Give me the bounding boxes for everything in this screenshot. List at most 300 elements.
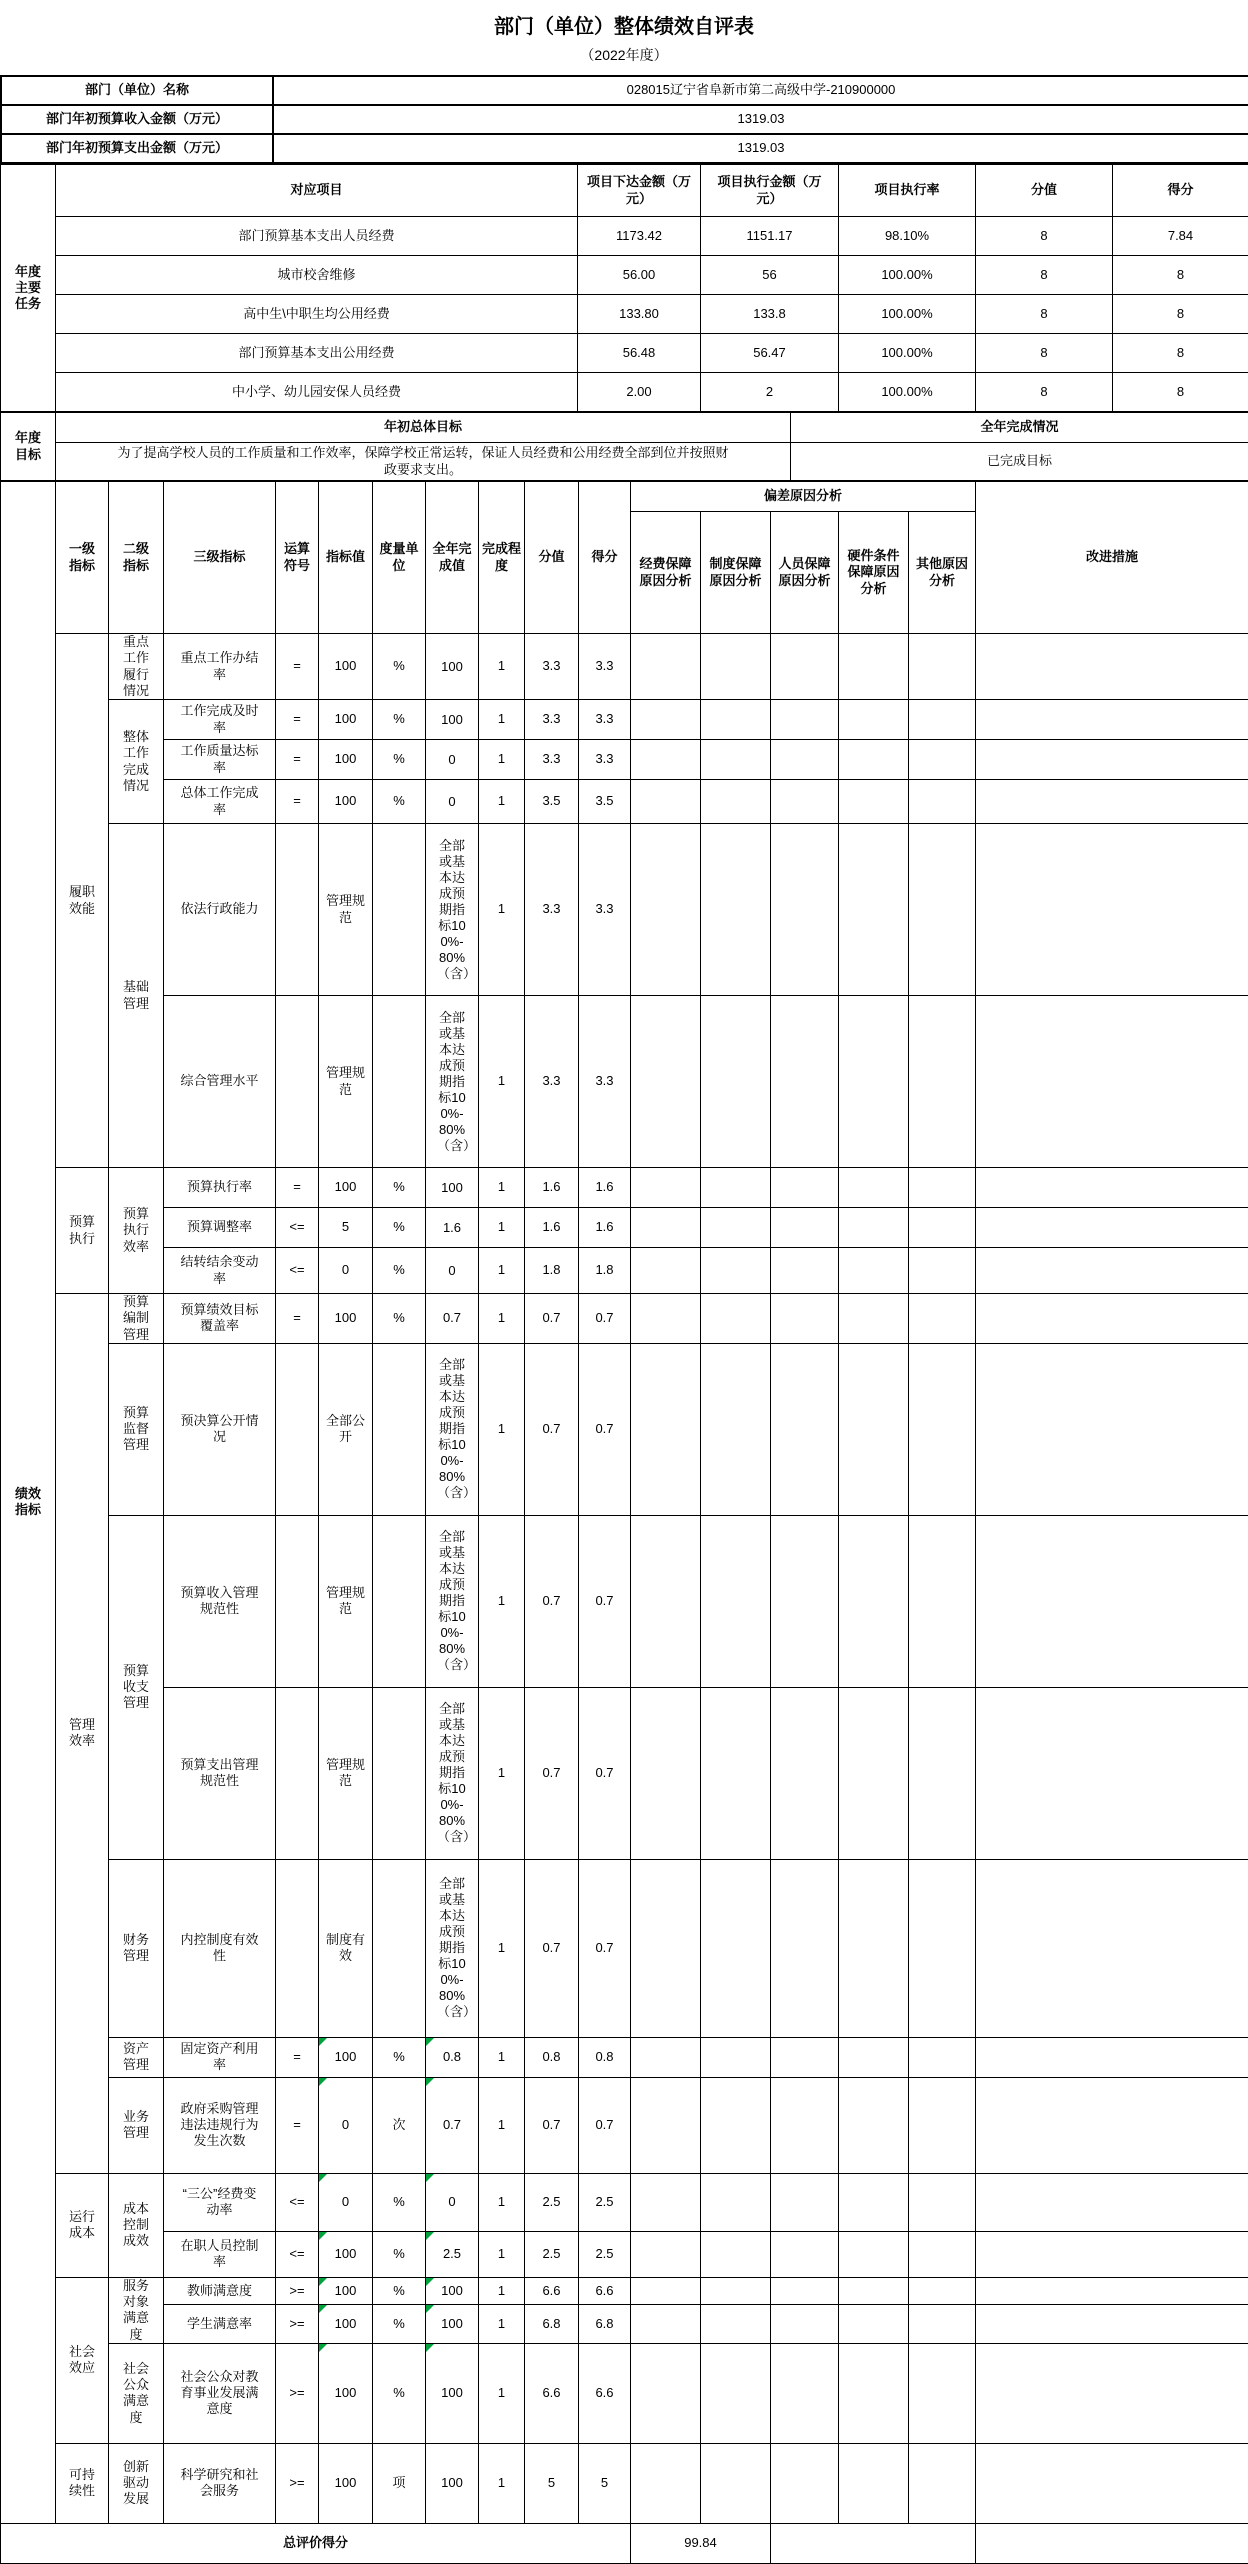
target-cell-flagged: 0 bbox=[319, 2173, 373, 2231]
weight-cell: 0.7 bbox=[525, 1859, 579, 2037]
dev-system-cell bbox=[701, 634, 771, 700]
total-score-empty-cell bbox=[771, 2523, 976, 2563]
improve-cell bbox=[976, 1168, 1248, 1208]
dev-other-cell bbox=[909, 1208, 976, 1248]
ind-header-dev-system: 制度保障原因分析 bbox=[701, 512, 771, 634]
dev-funds-cell bbox=[631, 824, 701, 996]
unit-cell bbox=[373, 1515, 426, 1687]
ind-header-dev-hardware: 硬件条件保障原因分析 bbox=[839, 512, 909, 634]
weight-cell: 3.3 bbox=[525, 824, 579, 996]
degree-cell: 1 bbox=[479, 996, 525, 1168]
dev-system-cell bbox=[701, 1515, 771, 1687]
score-cell: 0.7 bbox=[579, 2077, 631, 2173]
unit-cell: % bbox=[373, 634, 426, 700]
section-label-annual-tasks: 年度主要任务 bbox=[1, 165, 56, 412]
dev-staff-cell bbox=[771, 2173, 839, 2231]
task-score: 8 bbox=[1113, 334, 1248, 373]
total-score-label: 总评价得分 bbox=[1, 2523, 631, 2563]
info-label: 部门年初预算收入金额（万元） bbox=[1, 105, 273, 134]
indicator-row bbox=[1, 780, 1248, 824]
weight-cell: 6.8 bbox=[525, 2304, 579, 2343]
dev-hardware-cell bbox=[839, 1687, 909, 1859]
dev-staff-cell bbox=[771, 1294, 839, 1344]
dev-other-cell bbox=[909, 2443, 976, 2523]
target-cell: 100 bbox=[319, 634, 373, 700]
dev-staff-cell bbox=[771, 780, 839, 824]
ind-header-weight: 分值 bbox=[525, 482, 579, 634]
dev-staff-cell bbox=[771, 2231, 839, 2277]
page-title: 部门（单位）整体绩效自评表 bbox=[0, 0, 1248, 39]
l2-cell: 财务管理 bbox=[109, 1859, 164, 2037]
dev-funds-cell bbox=[631, 1515, 701, 1687]
l3-cell: 综合管理水平 bbox=[164, 996, 276, 1168]
tasks-header-score: 得分 bbox=[1113, 165, 1248, 217]
degree-cell: 1 bbox=[479, 780, 525, 824]
indicator-row bbox=[1, 996, 1248, 1168]
dev-system-cell bbox=[701, 1208, 771, 1248]
task-rate: 100.00% bbox=[839, 373, 976, 412]
improve-cell bbox=[976, 780, 1248, 824]
dev-hardware-cell bbox=[839, 2443, 909, 2523]
completion-cell: 0 bbox=[426, 740, 479, 780]
completion-cell: 100 bbox=[426, 700, 479, 740]
improve-cell bbox=[976, 824, 1248, 996]
tasks-header-executed: 项目执行金额（万元） bbox=[701, 165, 839, 217]
l1-cell: 管理效率 bbox=[56, 1294, 109, 2174]
op-cell: = bbox=[276, 2037, 319, 2077]
completion-cell: 0 bbox=[426, 780, 479, 824]
improve-cell bbox=[976, 634, 1248, 700]
dev-system-cell bbox=[701, 1687, 771, 1859]
target-cell: 管理规范 bbox=[319, 996, 373, 1168]
page-subtitle: （2022年度） bbox=[0, 39, 1248, 75]
target-cell: 5 bbox=[319, 1208, 373, 1248]
target-cell: 100 bbox=[319, 1168, 373, 1208]
op-cell bbox=[276, 1515, 319, 1687]
weight-cell: 0.7 bbox=[525, 1515, 579, 1687]
target-cell: 100 bbox=[319, 1294, 373, 1344]
degree-cell: 1 bbox=[479, 2077, 525, 2173]
improve-cell bbox=[976, 2343, 1248, 2443]
op-cell: >= bbox=[276, 2304, 319, 2343]
unit-cell: % bbox=[373, 1294, 426, 1344]
indicator-row bbox=[1, 1859, 1248, 2037]
indicator-row bbox=[1, 1515, 1248, 1687]
dev-other-cell bbox=[909, 2304, 976, 2343]
score-cell: 0.7 bbox=[579, 1687, 631, 1859]
dev-other-cell bbox=[909, 2077, 976, 2173]
dev-staff-cell bbox=[771, 2077, 839, 2173]
indicator-row bbox=[1, 2037, 1248, 2077]
indicator-row bbox=[1, 740, 1248, 780]
weight-cell: 3.3 bbox=[525, 700, 579, 740]
score-cell: 3.3 bbox=[579, 634, 631, 700]
dev-hardware-cell bbox=[839, 2077, 909, 2173]
dev-staff-cell bbox=[771, 824, 839, 996]
target-cell-flagged: 100 bbox=[319, 2304, 373, 2343]
dev-funds-cell bbox=[631, 2231, 701, 2277]
l1-cell: 社会效应 bbox=[56, 2277, 109, 2443]
degree-cell: 1 bbox=[479, 1687, 525, 1859]
dev-system-cell bbox=[701, 1248, 771, 1294]
l3-cell: “三公”经费变动率 bbox=[164, 2173, 276, 2231]
op-cell bbox=[276, 1343, 319, 1515]
completion-cell-flagged: 100 bbox=[426, 2277, 479, 2304]
weight-cell: 6.6 bbox=[525, 2343, 579, 2443]
target-cell: 管理规范 bbox=[319, 824, 373, 996]
ind-header-l1: 一级指标 bbox=[56, 482, 109, 634]
budget-expense-value: 1319.03 bbox=[273, 134, 1248, 163]
l3-cell: 预算支出管理规范性 bbox=[164, 1687, 276, 1859]
dev-system-cell bbox=[701, 996, 771, 1168]
degree-cell: 1 bbox=[479, 1343, 525, 1515]
weight-cell: 0.7 bbox=[525, 1294, 579, 1344]
degree-cell: 1 bbox=[479, 2173, 525, 2231]
degree-cell: 1 bbox=[479, 1248, 525, 1294]
target-cell: 管理规范 bbox=[319, 1515, 373, 1687]
l3-cell: 内控制度有效性 bbox=[164, 1859, 276, 2037]
score-cell: 5 bbox=[579, 2443, 631, 2523]
ind-header-dev-other: 其他原因分析 bbox=[909, 512, 976, 634]
unit-cell bbox=[373, 1687, 426, 1859]
task-executed: 2 bbox=[701, 373, 839, 412]
weight-cell: 0.7 bbox=[525, 1687, 579, 1859]
completion-cell: 0 bbox=[426, 1248, 479, 1294]
improve-cell bbox=[976, 2443, 1248, 2523]
dev-system-cell bbox=[701, 2443, 771, 2523]
l3-cell: 在职人员控制率 bbox=[164, 2231, 276, 2277]
unit-cell: % bbox=[373, 2343, 426, 2443]
improve-cell bbox=[976, 1248, 1248, 1294]
completion-cell: 全部或基本达成预期指标100%-80%（含） bbox=[426, 1343, 479, 1515]
dev-other-cell bbox=[909, 634, 976, 700]
dev-staff-cell bbox=[771, 1687, 839, 1859]
score-cell: 3.5 bbox=[579, 780, 631, 824]
weight-cell: 2.5 bbox=[525, 2173, 579, 2231]
unit-cell: % bbox=[373, 1208, 426, 1248]
dev-other-cell bbox=[909, 2343, 976, 2443]
l3-cell: 科学研究和社会服务 bbox=[164, 2443, 276, 2523]
task-rate: 100.00% bbox=[839, 334, 976, 373]
task-row bbox=[1, 373, 1248, 412]
indicator-row bbox=[1, 2443, 1248, 2523]
dev-funds-cell bbox=[631, 2443, 701, 2523]
dev-system-cell bbox=[701, 2173, 771, 2231]
unit-cell bbox=[373, 1343, 426, 1515]
score-cell: 3.3 bbox=[579, 824, 631, 996]
weight-cell: 1.8 bbox=[525, 1248, 579, 1294]
department-name-value: 028015辽宁省阜新市第二高级中学-210900000 bbox=[273, 76, 1248, 105]
weight-cell: 0.7 bbox=[525, 1343, 579, 1515]
dev-other-cell bbox=[909, 1343, 976, 1515]
degree-cell: 1 bbox=[479, 740, 525, 780]
indicator-row bbox=[1, 1248, 1248, 1294]
dev-hardware-cell bbox=[839, 1859, 909, 2037]
indicator-row bbox=[1, 634, 1248, 700]
weight-cell: 1.6 bbox=[525, 1168, 579, 1208]
target-cell: 0 bbox=[319, 1248, 373, 1294]
improve-cell bbox=[976, 2173, 1248, 2231]
indicator-row bbox=[1, 1343, 1248, 1515]
indicator-row bbox=[1, 2173, 1248, 2231]
unit-cell: % bbox=[373, 780, 426, 824]
dev-hardware-cell bbox=[839, 2231, 909, 2277]
unit-cell: % bbox=[373, 2304, 426, 2343]
target-cell-flagged: 100 bbox=[319, 2277, 373, 2304]
score-cell: 1.8 bbox=[579, 1248, 631, 1294]
improve-cell bbox=[976, 2277, 1248, 2304]
weight-cell: 0.7 bbox=[525, 2077, 579, 2173]
dev-other-cell bbox=[909, 740, 976, 780]
dev-staff-cell bbox=[771, 2443, 839, 2523]
task-granted: 133.80 bbox=[578, 295, 701, 334]
l3-cell: 预算调整率 bbox=[164, 1208, 276, 1248]
dev-hardware-cell bbox=[839, 2173, 909, 2231]
completion-cell-flagged: 0 bbox=[426, 2173, 479, 2231]
dev-other-cell bbox=[909, 2037, 976, 2077]
dev-system-cell bbox=[701, 2304, 771, 2343]
dev-funds-cell bbox=[631, 2304, 701, 2343]
dev-funds-cell bbox=[631, 996, 701, 1168]
dev-system-cell bbox=[701, 2277, 771, 2304]
unit-cell: % bbox=[373, 1248, 426, 1294]
l2-cell: 社会公众满意度 bbox=[109, 2343, 164, 2443]
indicator-row bbox=[1, 1294, 1248, 1344]
l2-cell: 预算编制管理 bbox=[109, 1294, 164, 1344]
dev-system-cell bbox=[701, 2037, 771, 2077]
task-score: 8 bbox=[1113, 295, 1248, 334]
completion-cell: 100 bbox=[426, 634, 479, 700]
op-cell: = bbox=[276, 700, 319, 740]
op-cell: <= bbox=[276, 1248, 319, 1294]
completion-cell: 100 bbox=[426, 1168, 479, 1208]
task-row bbox=[1, 256, 1248, 295]
section-label-annual-goals: 年度目标 bbox=[1, 413, 56, 481]
score-cell: 0.8 bbox=[579, 2037, 631, 2077]
weight-cell: 3.3 bbox=[525, 996, 579, 1168]
dev-hardware-cell bbox=[839, 1515, 909, 1687]
degree-cell: 1 bbox=[479, 700, 525, 740]
l2-cell: 服务对象满意度 bbox=[109, 2277, 164, 2343]
dev-funds-cell bbox=[631, 1208, 701, 1248]
improve-cell bbox=[976, 2304, 1248, 2343]
l3-cell: 教师满意度 bbox=[164, 2277, 276, 2304]
target-cell: 100 bbox=[319, 780, 373, 824]
weight-cell: 0.8 bbox=[525, 2037, 579, 2077]
score-cell: 0.7 bbox=[579, 1343, 631, 1515]
dev-hardware-cell bbox=[839, 1343, 909, 1515]
indicator-row bbox=[1, 1168, 1248, 1208]
completion-cell: 全部或基本达成预期指标100%-80%（含） bbox=[426, 824, 479, 996]
improve-cell bbox=[976, 700, 1248, 740]
info-row bbox=[1, 76, 1248, 105]
degree-cell: 1 bbox=[479, 1294, 525, 1344]
dev-other-cell bbox=[909, 1859, 976, 2037]
target-cell-flagged: 100 bbox=[319, 2343, 373, 2443]
dev-hardware-cell bbox=[839, 996, 909, 1168]
task-granted: 56.48 bbox=[578, 334, 701, 373]
dev-staff-cell bbox=[771, 996, 839, 1168]
op-cell: >= bbox=[276, 2443, 319, 2523]
completion-cell-flagged: 100 bbox=[426, 2304, 479, 2343]
ind-header-target: 指标值 bbox=[319, 482, 373, 634]
completion-cell: 全部或基本达成预期指标100%-80%（含） bbox=[426, 1515, 479, 1687]
degree-cell: 1 bbox=[479, 2443, 525, 2523]
dev-staff-cell bbox=[771, 1168, 839, 1208]
indicators-table bbox=[0, 481, 1248, 2564]
l3-cell: 预决算公开情况 bbox=[164, 1343, 276, 1515]
l2-cell: 重点工作履行情况 bbox=[109, 634, 164, 700]
l3-cell: 预算绩效目标覆盖率 bbox=[164, 1294, 276, 1344]
indicator-row bbox=[1, 824, 1248, 996]
info-row bbox=[1, 134, 1248, 163]
l1-cell: 可持续性 bbox=[56, 2443, 109, 2523]
op-cell: <= bbox=[276, 2231, 319, 2277]
dev-hardware-cell bbox=[839, 634, 909, 700]
degree-cell: 1 bbox=[479, 1208, 525, 1248]
l3-cell: 工作完成及时率 bbox=[164, 700, 276, 740]
goals-table bbox=[0, 412, 1248, 481]
task-granted: 1173.42 bbox=[578, 217, 701, 256]
unit-cell: % bbox=[373, 700, 426, 740]
task-rate: 100.00% bbox=[839, 295, 976, 334]
weight-cell: 3.5 bbox=[525, 780, 579, 824]
improve-cell bbox=[976, 1687, 1248, 1859]
weight-cell: 3.3 bbox=[525, 740, 579, 780]
dev-hardware-cell bbox=[839, 1248, 909, 1294]
op-cell: >= bbox=[276, 2277, 319, 2304]
l2-cell: 预算收支管理 bbox=[109, 1515, 164, 1859]
dev-other-cell bbox=[909, 700, 976, 740]
indicator-row bbox=[1, 2231, 1248, 2277]
unit-cell bbox=[373, 824, 426, 996]
dev-funds-cell bbox=[631, 1248, 701, 1294]
completion-cell-flagged: 0.7 bbox=[426, 2077, 479, 2173]
info-label: 部门（单位）名称 bbox=[1, 76, 273, 105]
task-rate: 98.10% bbox=[839, 217, 976, 256]
l2-cell: 资产管理 bbox=[109, 2037, 164, 2077]
indicator-row bbox=[1, 1208, 1248, 1248]
dev-other-cell bbox=[909, 1294, 976, 1344]
info-table bbox=[0, 75, 1248, 164]
l2-cell: 创新驱动发展 bbox=[109, 2443, 164, 2523]
task-weight: 8 bbox=[976, 373, 1113, 412]
target-cell-flagged: 0 bbox=[319, 2077, 373, 2173]
score-cell: 3.3 bbox=[579, 740, 631, 780]
score-cell: 2.5 bbox=[579, 2231, 631, 2277]
dev-hardware-cell bbox=[839, 740, 909, 780]
indicator-row bbox=[1, 700, 1248, 740]
task-row bbox=[1, 295, 1248, 334]
improve-cell bbox=[976, 1859, 1248, 2037]
task-executed: 133.8 bbox=[701, 295, 839, 334]
target-cell: 管理规范 bbox=[319, 1687, 373, 1859]
task-weight: 8 bbox=[976, 295, 1113, 334]
ind-header-op: 运算符号 bbox=[276, 482, 319, 634]
target-cell: 100 bbox=[319, 700, 373, 740]
budget-income-value: 1319.03 bbox=[273, 105, 1248, 134]
degree-cell: 1 bbox=[479, 634, 525, 700]
dev-other-cell bbox=[909, 1687, 976, 1859]
dev-other-cell bbox=[909, 2173, 976, 2231]
completion-cell: 1.6 bbox=[426, 1208, 479, 1248]
score-cell: 2.5 bbox=[579, 2173, 631, 2231]
dev-staff-cell bbox=[771, 700, 839, 740]
op-cell: = bbox=[276, 634, 319, 700]
dev-system-cell bbox=[701, 2343, 771, 2443]
l3-cell: 固定资产利用率 bbox=[164, 2037, 276, 2077]
degree-cell: 1 bbox=[479, 1859, 525, 2037]
score-cell: 0.7 bbox=[579, 1859, 631, 2037]
task-granted: 2.00 bbox=[578, 373, 701, 412]
dev-staff-cell bbox=[771, 1343, 839, 1515]
dev-funds-cell bbox=[631, 700, 701, 740]
l3-cell: 社会公众对教育事业发展满意度 bbox=[164, 2343, 276, 2443]
goals-header-completion: 全年完成情况 bbox=[791, 413, 1248, 443]
ind-header-improve: 改进措施 bbox=[976, 482, 1248, 634]
tasks-header-rate: 项目执行率 bbox=[839, 165, 976, 217]
task-weight: 8 bbox=[976, 256, 1113, 295]
task-executed: 56 bbox=[701, 256, 839, 295]
unit-cell: 项 bbox=[373, 2443, 426, 2523]
unit-cell: % bbox=[373, 2037, 426, 2077]
dev-funds-cell bbox=[631, 780, 701, 824]
l3-cell: 学生满意率 bbox=[164, 2304, 276, 2343]
dev-hardware-cell bbox=[839, 1168, 909, 1208]
l2-cell: 预算执行效率 bbox=[109, 1168, 164, 1294]
ind-header-dev-funds: 经费保障原因分析 bbox=[631, 512, 701, 634]
target-cell: 制度有效 bbox=[319, 1859, 373, 2037]
weight-cell: 5 bbox=[525, 2443, 579, 2523]
dev-funds-cell bbox=[631, 2343, 701, 2443]
dev-system-cell bbox=[701, 1343, 771, 1515]
dev-hardware-cell bbox=[839, 2304, 909, 2343]
dev-staff-cell bbox=[771, 2304, 839, 2343]
ind-header-l2: 二级指标 bbox=[109, 482, 164, 634]
completion-cell: 全部或基本达成预期指标100%-80%（含） bbox=[426, 1687, 479, 1859]
goal-completion-text: 已完成目标 bbox=[791, 443, 1248, 481]
degree-cell: 1 bbox=[479, 2277, 525, 2304]
dev-funds-cell bbox=[631, 2077, 701, 2173]
degree-cell: 1 bbox=[479, 1168, 525, 1208]
improve-cell bbox=[976, 1343, 1248, 1515]
completion-cell: 100 bbox=[426, 2443, 479, 2523]
ind-header-degree: 完成程度 bbox=[479, 482, 525, 634]
task-score: 8 bbox=[1113, 373, 1248, 412]
ind-header-deviation: 偏差原因分析 bbox=[631, 482, 976, 512]
task-granted: 56.00 bbox=[578, 256, 701, 295]
dev-hardware-cell bbox=[839, 1208, 909, 1248]
dev-system-cell bbox=[701, 1859, 771, 2037]
dev-hardware-cell bbox=[839, 2037, 909, 2077]
dev-hardware-cell bbox=[839, 2343, 909, 2443]
op-cell: >= bbox=[276, 2343, 319, 2443]
l3-cell: 预算执行率 bbox=[164, 1168, 276, 1208]
dev-staff-cell bbox=[771, 1859, 839, 2037]
dev-system-cell bbox=[701, 2077, 771, 2173]
ind-header-dev-staff: 人员保障原因分析 bbox=[771, 512, 839, 634]
dev-staff-cell bbox=[771, 2277, 839, 2304]
l3-cell: 工作质量达标率 bbox=[164, 740, 276, 780]
dev-system-cell bbox=[701, 780, 771, 824]
total-score-value: 99.84 bbox=[631, 2523, 771, 2563]
l2-cell: 业务管理 bbox=[109, 2077, 164, 2173]
tasks-header-weight: 分值 bbox=[976, 165, 1113, 217]
l2-cell: 预算监督管理 bbox=[109, 1343, 164, 1515]
unit-cell: % bbox=[373, 1168, 426, 1208]
score-cell: 0.7 bbox=[579, 1294, 631, 1344]
completion-cell-flagged: 0.8 bbox=[426, 2037, 479, 2077]
